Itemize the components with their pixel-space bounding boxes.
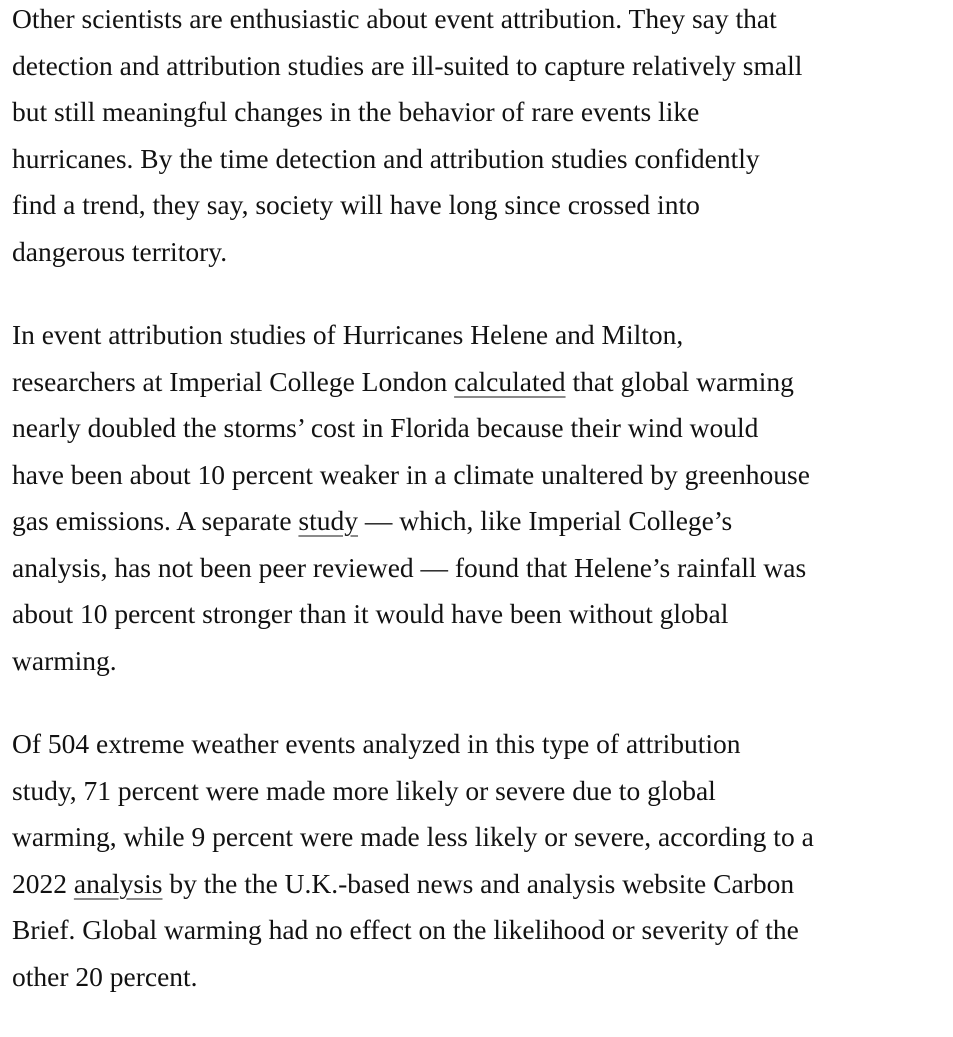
text-line bbox=[12, 861, 952, 908]
text-line: dangerous territory. bbox=[12, 235, 228, 267]
paragraph bbox=[12, 0, 952, 275]
text-line: have been about 10 percent weaker in a climate unaltered by greenhouse bbox=[12, 458, 810, 490]
text-line: but still meaningful changes in the behavior of rare events like bbox=[12, 96, 700, 127]
text-line: Brief. Global warming had no effect on the likelihood or severity of the bbox=[12, 914, 799, 945]
link-analysis[interactable]: analysis bbox=[73, 867, 163, 899]
text-line: analysis, has not been peer reviewed — found that Helene’s rainfall was bbox=[12, 551, 807, 583]
text-line: hurricanes. By the time detection and attribution studies confidently bbox=[12, 142, 760, 174]
text-line bbox=[12, 498, 952, 545]
link-study[interactable]: study bbox=[298, 505, 359, 536]
text-line: warming, while 9 percent were made less likely or severe, according to a bbox=[12, 821, 814, 852]
paragraph bbox=[12, 312, 952, 684]
text-segment: 2022 bbox=[12, 867, 74, 899]
text-segment: researchers at Imperial College London bbox=[12, 365, 455, 397]
text-segment: — which, like Imperial College’s bbox=[358, 505, 733, 536]
article-body bbox=[12, 0, 952, 1037]
text-line: Other scientists are enthusiastic about event attribution. They say that bbox=[12, 3, 777, 34]
text-line: other 20 percent. bbox=[12, 960, 198, 992]
text-segment: by the the U.K.-based news and analysis website Carbon bbox=[162, 867, 795, 899]
text-line: warming. bbox=[12, 644, 117, 676]
link-calculated[interactable]: calculated bbox=[454, 365, 566, 397]
text-line: detection and attribution studies are ill-suited to capture relatively small bbox=[12, 49, 803, 81]
text-line: nearly doubled the storms’ cost in Florida because their wind would bbox=[12, 412, 759, 443]
text-segment: gas emissions. A separate bbox=[12, 505, 299, 536]
text-line: Of 504 extreme weather events analyzed in this type of attribution bbox=[12, 728, 741, 759]
text-line: In event attribution studies of Hurricanes Helene and Milton, bbox=[12, 319, 684, 350]
text-line: about 10 percent stronger than it would have been without global bbox=[12, 598, 729, 629]
text-line: find a trend, they say, society will have long since crossed into bbox=[12, 189, 700, 220]
text-line bbox=[12, 359, 952, 406]
text-line: study, 71 percent were made more likely or severe due to global bbox=[12, 774, 716, 806]
text-segment: that global warming bbox=[565, 365, 794, 397]
paragraph bbox=[12, 721, 952, 1000]
